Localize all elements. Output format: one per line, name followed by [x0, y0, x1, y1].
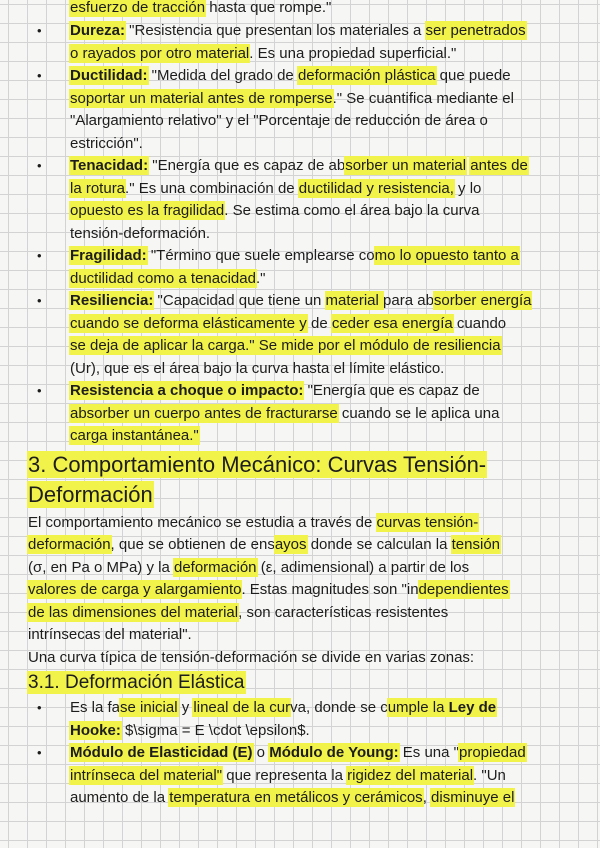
text-segment: y	[177, 699, 194, 716]
text-segment: , que se obtienen de ens	[110, 536, 275, 553]
text-segment: ." Es una combinación de	[125, 179, 299, 197]
text-segment: soportar un material antes de romperse	[70, 89, 333, 107]
list-item-line	[70, 742, 526, 764]
text-segment: que puede	[435, 67, 511, 84]
bullet-icon: •	[37, 158, 42, 173]
list-item-line	[70, 403, 499, 425]
text-segment: Módulo de Elasticidad (E)	[70, 744, 253, 761]
term-label: Resiliencia:	[70, 292, 154, 309]
list-item-line	[70, 43, 456, 65]
list-item-line	[70, 178, 481, 200]
text-segment: umple la	[387, 699, 449, 716]
text-segment: (ε, adimensional) a partir de los	[256, 558, 470, 576]
list-item-line	[70, 88, 514, 110]
text-segment: . "Un	[473, 766, 506, 784]
list-item-line	[70, 223, 210, 245]
term-label: Resistencia a choque o impacto:	[70, 382, 304, 399]
text-segment: ceder esa energía	[331, 314, 453, 332]
list-item-line	[70, 720, 310, 742]
text-segment: opuesto es la fragilidad	[70, 202, 225, 219]
heading-text: Deformación	[28, 481, 153, 507]
list-item-line	[70, 268, 265, 290]
text-segment: (σ, en Pa o MPa) y la	[28, 558, 174, 576]
list-item-line	[70, 133, 143, 155]
list-item-line	[70, 20, 526, 42]
paragraph-line	[28, 579, 509, 601]
paragraph-line	[28, 647, 474, 669]
list-item-line	[70, 425, 199, 447]
text-segment: sorber energía	[433, 292, 532, 309]
text-segment: "Energía que es capaz de ab	[148, 157, 346, 174]
text-segment: intrínseca del material"	[70, 766, 223, 784]
paragraph-line	[28, 602, 448, 624]
text-segment: ." Se cuantifica mediante el	[332, 89, 514, 107]
list-item-line	[70, 358, 444, 380]
text-segment: o	[252, 744, 270, 761]
text-segment: sorber un material	[345, 157, 467, 174]
text-segment: para ab	[383, 292, 434, 309]
list-item-line	[70, 110, 488, 132]
term-label: Ductilidad:	[70, 67, 148, 84]
text-segment: carga instantánea."	[70, 427, 199, 444]
text-segment: que representa la	[222, 766, 348, 784]
list-item-line	[70, 313, 506, 335]
text-segment: "Término que suele emplearse co	[146, 247, 375, 264]
text-segment: dependientes	[418, 581, 509, 598]
list-item-line	[70, 765, 506, 787]
term-label: Tenacidad:	[70, 157, 149, 174]
text-segment: tensión	[451, 536, 501, 553]
text-segment: "Energía que es capaz de	[303, 382, 480, 399]
text-segment: El comportamiento mecánico se estudia a través de	[28, 513, 377, 531]
list-item-line	[70, 335, 501, 357]
list-item-line	[70, 787, 514, 809]
text-segment: Hooke:	[70, 721, 121, 739]
text-segment: la rotura	[70, 179, 126, 197]
text-segment: de	[306, 314, 332, 332]
bullet-icon: •	[37, 23, 42, 38]
intro-line	[70, 0, 331, 19]
heading-text: 3.1. Deformación Elástica	[28, 672, 245, 693]
text-segment: "Medida del grado de	[147, 67, 298, 84]
paragraph-line	[28, 534, 500, 556]
text-segment: Una curva típica de tensión-deformación se divide en varias zonas:	[28, 648, 475, 666]
text-segment: lineal de la cur	[193, 699, 291, 716]
text-segment: Es la fa	[70, 699, 121, 716]
list-item-line	[70, 200, 479, 222]
paragraph-line	[28, 624, 192, 646]
text-segment: ser penetrados	[425, 22, 526, 39]
paragraph-line	[28, 557, 469, 579]
bullet-icon: •	[37, 248, 42, 263]
text-segment: ductilidad y resistencia,	[298, 179, 454, 197]
list-item-line	[70, 65, 511, 87]
text-segment: ."	[255, 269, 266, 287]
text-segment: material	[325, 292, 384, 309]
text-segment: (Ur), que es el área bajo la curva hasta el límite elástico.	[70, 359, 445, 377]
text-segment: esfuerzo de tracción	[70, 0, 206, 16]
section-3-heading-line	[28, 450, 486, 480]
text-segment: antes de	[470, 157, 528, 174]
text-segment: se deja de aplicar la carga." Se mide por el módulo de resiliencia	[70, 337, 501, 354]
text-segment: de las dimensiones del material	[28, 603, 239, 621]
list-item-line	[70, 290, 531, 312]
text-segment: va, donde se c	[290, 699, 388, 716]
text-segment: aumento de la	[70, 789, 170, 806]
text-segment: cuando	[452, 314, 507, 332]
text-segment: Es una "	[398, 744, 459, 761]
bullet-icon: •	[37, 700, 42, 715]
paragraph-line	[28, 512, 478, 534]
text-segment: ductilidad como a tenacidad	[70, 269, 256, 287]
bullet-icon: •	[37, 745, 42, 760]
text-segment: ,	[422, 789, 432, 806]
text-segment: Módulo de Young:	[269, 744, 399, 761]
term-label: Dureza:	[70, 22, 126, 39]
text-segment: cuando se le aplica una	[337, 404, 500, 422]
text-segment: propiedad	[458, 744, 526, 761]
term-label: Fragilidad:	[70, 247, 147, 264]
list-item-line	[70, 245, 519, 267]
text-segment: curvas tensión-	[376, 513, 479, 531]
text-segment: deformación plástica	[297, 67, 436, 84]
text-segment: "Resistencia que presentan los materiales a	[125, 22, 426, 39]
text-segment: $\sigma = E \cdot \epsilon$.	[120, 721, 310, 739]
text-segment: mo lo opuesto tanto a	[374, 247, 519, 264]
text-segment: rigidez del material	[347, 766, 474, 784]
text-segment: o rayados por otro material	[70, 44, 250, 62]
text-segment: y lo	[453, 179, 482, 197]
list-item-line	[70, 155, 528, 177]
text-segment: donde se calculan la	[306, 536, 452, 553]
text-segment: tensión-deformación.	[70, 224, 211, 242]
text-segment: Ley de	[448, 699, 497, 716]
text-segment: ayos	[274, 536, 307, 553]
section-3-heading-line	[28, 480, 153, 510]
text-segment: valores de carga y alargamiento	[28, 581, 242, 598]
text-segment: temperatura en metálicos y cerámicos	[169, 789, 423, 806]
heading-text: 3. Comportamiento Mecánico: Curvas Tensión-	[28, 451, 487, 477]
bullet-icon: •	[37, 383, 42, 398]
text-segment: absorber un cuerpo antes de fracturarse	[70, 404, 338, 422]
text-segment: "Capacidad que tiene un	[153, 292, 326, 309]
text-segment: deformación	[173, 558, 257, 576]
section-3-1-heading	[28, 671, 245, 695]
list-item-line	[70, 697, 496, 719]
bullet-icon: •	[37, 68, 42, 83]
text-segment: . Es una propiedad superficial."	[249, 44, 457, 62]
text-segment: . Se estima como el área bajo la curva	[224, 202, 480, 219]
text-segment: hasta que rompe."	[205, 0, 332, 16]
text-segment: "Alargamiento relativo" y el "Porcentaje de reducción de área o	[70, 112, 488, 129]
text-segment: cuando se deforma elásticamente y	[70, 314, 307, 332]
list-item-line	[70, 380, 480, 402]
text-segment: deformación	[28, 536, 111, 553]
text-segment: disminuye el	[431, 789, 515, 806]
text-segment: . Estas magnitudes son "in	[241, 581, 419, 598]
text-segment: estricción".	[70, 134, 143, 152]
text-segment: intrínsecas del material".	[28, 626, 192, 643]
text-segment: se inicial	[120, 699, 178, 716]
text-segment: , son características resistentes	[238, 603, 449, 621]
bullet-icon: •	[37, 293, 42, 308]
